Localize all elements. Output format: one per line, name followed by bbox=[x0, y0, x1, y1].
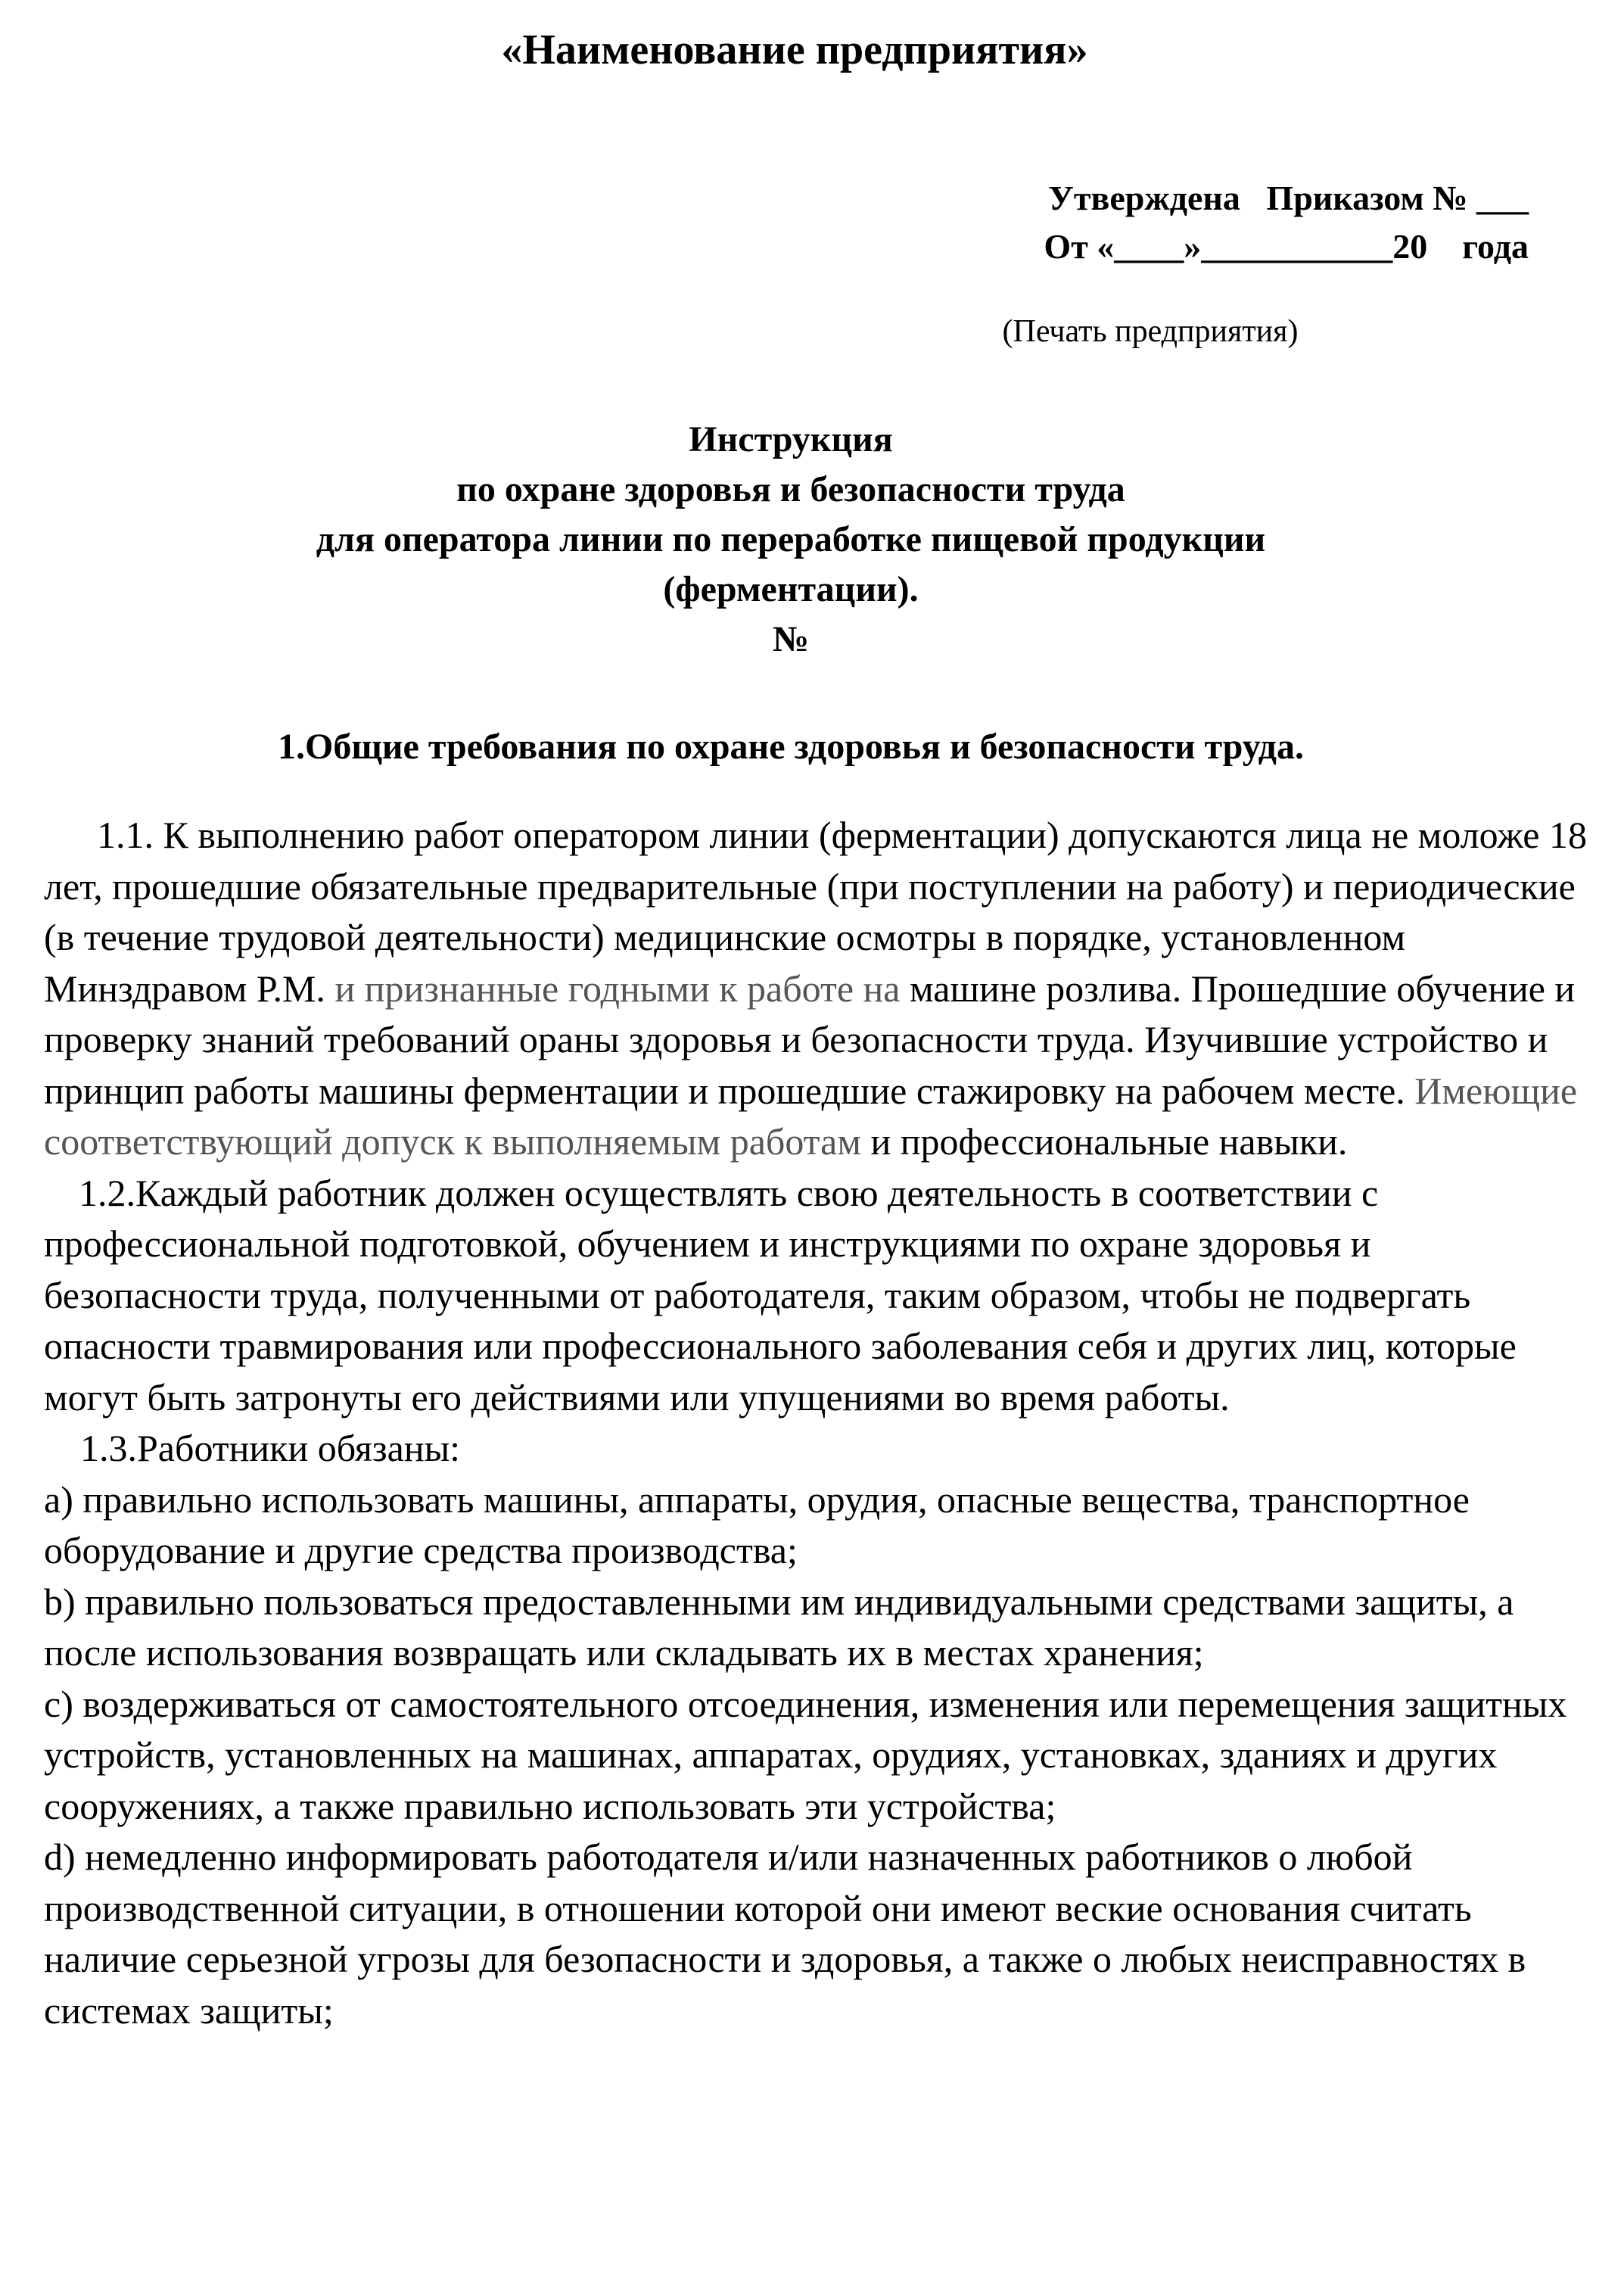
paragraph-1-1-text-d: Имеющие соответствующий допуск к выполняемым работам bbox=[44, 1069, 1578, 1163]
paragraph-1-1-text-a: 1.1. К выполнению работ оператором линии (ферментации) допускаются лица не моложе 18 лет, прошедшие обязательные предварительные (при поступлении на работу) и периодические (в течение трудовой деятельности) медицинские осмотры в порядке, установленном Минздравом Р.М. bbox=[44, 814, 1587, 1010]
title-line-4: (ферментации). bbox=[663, 569, 919, 609]
approval-date-line: От «____»___________20 года bbox=[1044, 227, 1529, 266]
document-title bbox=[0, 415, 1582, 665]
approval-block bbox=[878, 174, 1529, 271]
title-line-2: по охране здоровья и безопасности труда bbox=[456, 469, 1125, 509]
paragraph-1-1-text-c: машине розлива. Прошедшие обучение и проверку знаний требований ораны здоровья и безопасности труда. Изучившие устройство и принцип работы машины ферментации и прошедшие стажировку на рабочем месте. bbox=[44, 967, 1576, 1112]
paragraph-1-2: 1.2.Каждый работник должен осуществлять свою деятельность в соответствии с профессиональной подготовкой, обучением и инструкциями по охране здоровья и безопасности труда, полученными от работодателя, таким образом, чтобы не подвергать опасности травмирования или профессионального заболевания себя и других лиц, которые могут быть затронуты его действиями или упущениями во время работы. bbox=[44, 1171, 1517, 1418]
paragraph-1-3: 1.3.Работники обязаны: bbox=[80, 1427, 461, 1469]
paragraph-1-1 bbox=[44, 810, 1588, 1168]
list-item-d: d) немедленно информировать работодателя и/или назначенных работников о любой производственной ситуации, в отношении которой они имеют веские основания считать наличие серьезной угрозы для безопасности и здоровья, а также о любых неисправностях в системах защиты; bbox=[44, 1836, 1526, 2032]
title-line-1: Инструкция bbox=[689, 419, 893, 459]
list-item-c: c) воздерживаться от самостоятельного отсоединения, изменения или перемещения защитных устройств, установленных на машинах, аппаратах, орудиях, установках, зданиях и других сооружениях, а также правильно использовать эти устройства; bbox=[44, 1682, 1567, 1827]
paragraph-1-1-text-b: и признанные годными к работе на bbox=[325, 967, 901, 1010]
enterprise-name: «Наименование предприятия» bbox=[501, 26, 1088, 73]
approval-order-line: Утверждена Приказом № ___ bbox=[1048, 179, 1529, 217]
stamp-placeholder: (Печать предприятия) bbox=[1002, 314, 1299, 349]
list-item-b: b) правильно пользоваться предоставленными им индивидуальными средствами защиты, а после использования возвращать или складывать их в местах хранения; bbox=[44, 1580, 1514, 1674]
title-line-3: для оператора линии по переработке пищевой продукции bbox=[316, 519, 1266, 559]
list-item-a: а) правильно использовать машины, аппараты, орудия, опасные вещества, транспортное оборудование и другие средства производства; bbox=[44, 1478, 1470, 1571]
section-body bbox=[44, 810, 1588, 2036]
section-heading: 1.Общие требования по охране здоровья и безопасности труда. bbox=[278, 727, 1304, 767]
title-number: № bbox=[772, 619, 810, 659]
paragraph-1-1-text-e: и профессиональные навыки. bbox=[860, 1120, 1348, 1163]
